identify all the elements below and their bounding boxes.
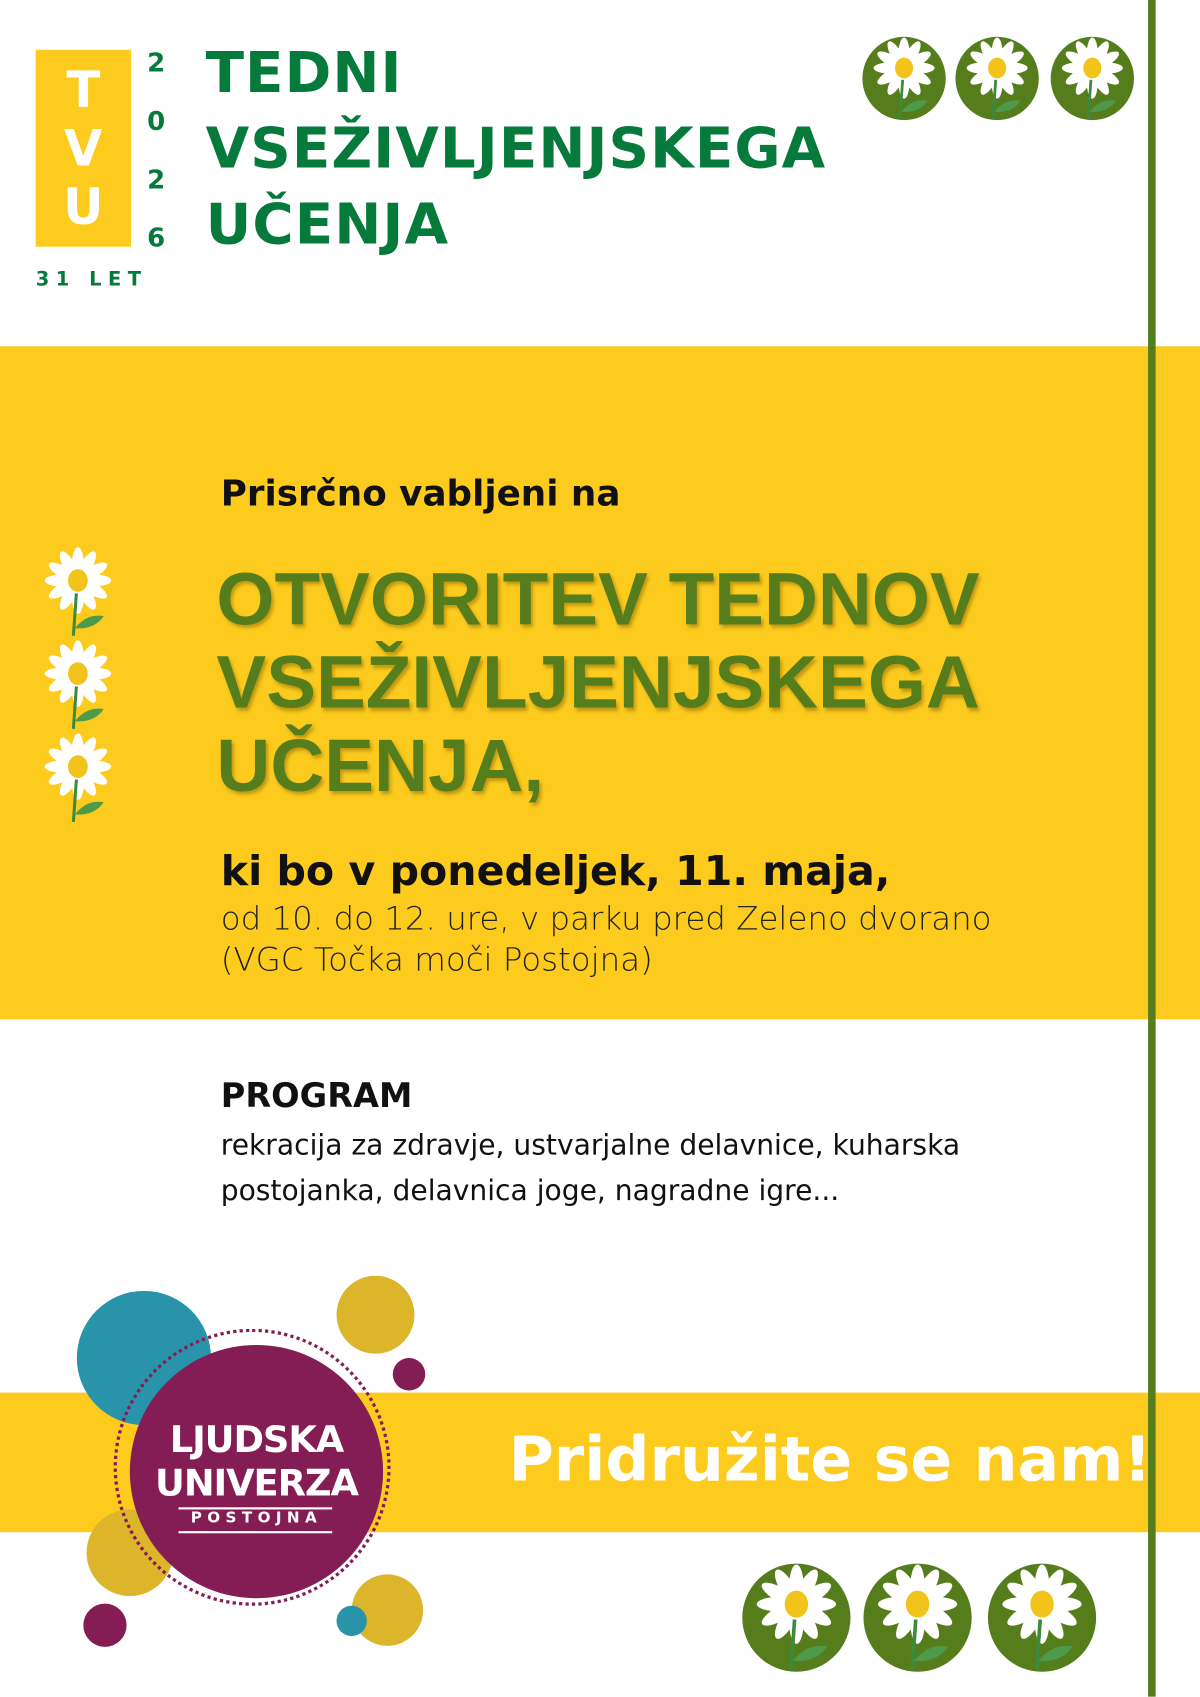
logo-letter: U: [63, 177, 104, 236]
decor-circle: [83, 1604, 126, 1647]
header-title-line: UČENJA: [205, 192, 450, 258]
anniversary-label: 31 LET: [35, 268, 148, 292]
decor-circle: [337, 1606, 367, 1636]
event-title-line: UČENJA,: [216, 723, 545, 808]
event-title-line: VSEŽIVLJENJSKEGA: [216, 640, 980, 724]
year-digit: 6: [147, 222, 166, 254]
logo-letter: V: [64, 119, 103, 178]
tvu-logo: [36, 50, 131, 247]
year-digit: 2: [147, 47, 166, 78]
decor-circle: [337, 1276, 415, 1354]
header-title-line: TEDNI: [205, 41, 403, 107]
daisy-icon: [39, 639, 117, 730]
daisy-icon: [39, 733, 117, 824]
daisy-icon: [742, 1564, 850, 1672]
daisy-icon: [988, 1564, 1096, 1672]
invitation-intro: Prisrčno vabljeni na: [220, 471, 621, 514]
event-title-line: OTVORITEV TEDNOV: [216, 557, 980, 641]
decor-circle: [393, 1358, 425, 1390]
event-time-place: od 10. do 12. ure, v parku pred Zeleno dvorano: [220, 900, 992, 939]
year-digit: 2: [147, 164, 166, 195]
daisy-icon: [1051, 37, 1134, 120]
call-to-action: Pridružite se nam!: [508, 1423, 1152, 1496]
logo-line: LJUDSKA: [169, 1418, 344, 1462]
logo-line: POSTOJNA: [190, 1509, 323, 1527]
logo-line: UNIVERZA: [155, 1461, 358, 1506]
event-date: ki bo v ponedeljek, 11. maja,: [220, 847, 891, 895]
program-heading: PROGRAM: [220, 1076, 413, 1116]
program-text: rekracija za zdravje, ustvarjalne delavnice, kuharska postojanka, delavnica joge, nagradne igre...: [220, 1129, 961, 1208]
daisy-icon: [39, 546, 117, 637]
event-venue: (VGC Točka moči Postojna): [220, 941, 653, 980]
logo-letter: T: [66, 60, 101, 120]
logo-circle: [130, 1345, 383, 1598]
event-title: [216, 557, 979, 807]
event-location: [221, 899, 992, 981]
daisy-icon: [955, 37, 1038, 120]
daisy-icon: [863, 1564, 971, 1672]
header-title-line: VSEŽIVLJENJSKEGA: [205, 116, 827, 182]
year-digit: 0: [147, 106, 166, 137]
daisy-icon: [862, 37, 945, 120]
